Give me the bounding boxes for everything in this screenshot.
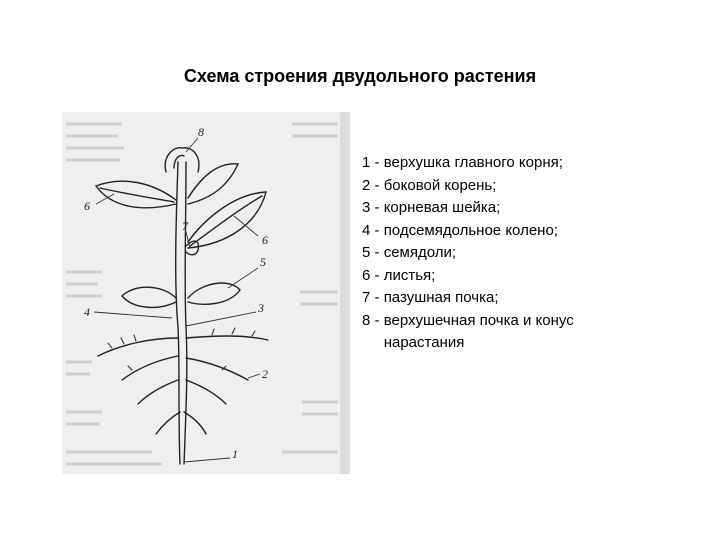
legend-item: 8 - верхушечная почка и конус нарастания bbox=[362, 310, 612, 355]
legend-number: 3 bbox=[362, 199, 371, 216]
legend-text: верхушечная почка и конус нарастания bbox=[383, 311, 574, 351]
legend-text: верхушка главного корня; bbox=[383, 154, 563, 171]
callout-7: 7 bbox=[182, 219, 188, 233]
legend-text: корневая шейка; bbox=[383, 199, 501, 216]
callout-8: 8 bbox=[198, 125, 204, 139]
legend-list bbox=[362, 152, 612, 355]
legend-text: пазушная почка; bbox=[383, 289, 499, 306]
legend-text: подсемядольное колено; bbox=[383, 221, 558, 239]
callout-4: 4 bbox=[84, 305, 90, 319]
plant-diagram bbox=[62, 112, 350, 474]
legend-number: 8 bbox=[362, 311, 371, 329]
legend-item: 7 - пазушная почка; bbox=[362, 287, 612, 310]
callout-3: 3 bbox=[258, 301, 264, 315]
callout-6-left: 6 bbox=[84, 199, 90, 213]
legend-number: 6 bbox=[362, 266, 371, 284]
legend-text: боковой корень; bbox=[383, 176, 497, 194]
page-title: Схема строения двудольного растения bbox=[183, 66, 537, 86]
callout-5: 5 bbox=[260, 255, 266, 269]
legend-number: 5 bbox=[362, 244, 371, 261]
legend-text: листья; bbox=[383, 266, 436, 284]
plant-illustration bbox=[62, 112, 350, 474]
callout-6-right: 6 bbox=[262, 233, 268, 247]
scan-edge bbox=[340, 112, 350, 474]
legend-item: 4 - подсемядольное колено; bbox=[362, 220, 612, 243]
legend-number: 7 bbox=[362, 289, 371, 306]
legend-number: 4 bbox=[362, 221, 371, 239]
callout-2: 2 bbox=[262, 367, 268, 381]
legend-item: 3 - корневая шейка; bbox=[362, 197, 612, 220]
legend-item: 1 - верхушка главного корня; bbox=[362, 152, 612, 175]
legend-number: 2 bbox=[362, 176, 371, 194]
legend-item: 6 - листья; bbox=[362, 265, 612, 288]
legend-item: 5 - семядоли; bbox=[362, 242, 612, 265]
legend-item: 2 - боковой корень; bbox=[362, 175, 612, 198]
callout-1: 1 bbox=[232, 447, 238, 461]
legend-number: 1 bbox=[362, 154, 371, 171]
legend-text: семядоли; bbox=[383, 244, 457, 261]
